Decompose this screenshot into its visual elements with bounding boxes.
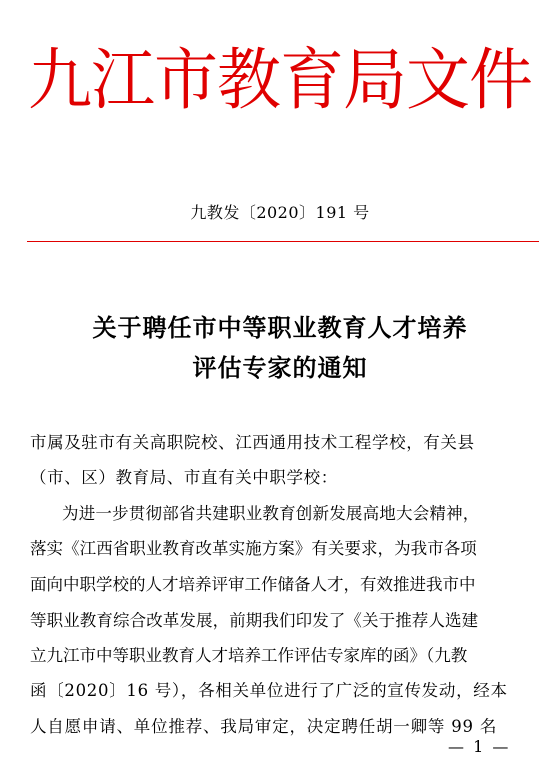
- masthead-title: 九江市教育局文件: [28, 42, 532, 120]
- body-line: 人自愿申请、单位推荐、我局审定，决定聘任胡一卿等 99 名: [30, 717, 498, 736]
- notice-title-line-2: 评估专家的通知: [192, 354, 368, 382]
- document-number: 九教发〔2020〕191 号: [190, 203, 370, 222]
- body-line: 等职业教育综合改革发展，前期我们印发了《关于推荐人选建: [30, 611, 479, 630]
- body-line: 函〔2020〕16 号），各相关单位进行了广泛的宣传发动，经本: [30, 681, 508, 700]
- notice-title-line-1: 关于聘任市中等职业教育人才培养: [92, 314, 468, 342]
- body-line: 市属及驻市有关高职院校、江西通用技术工程学校，有关县: [30, 433, 475, 452]
- page-number: — 1 —: [448, 737, 511, 756]
- body-line: 面向中职学校的人才培养评审工作储备人才，有效推进我市中: [30, 575, 476, 594]
- body-line: 落实《江西省职业教育改革实施方案》有关要求，为我市各项: [30, 539, 477, 558]
- red-divider-line: [27, 241, 539, 242]
- body-line: 为进一步贯彻部省共建职业教育创新发展高地大会精神，: [62, 504, 480, 523]
- body-line: （市、区）教育局、市直有关中职学校：: [30, 468, 338, 487]
- body-line: 立九江市中等职业教育人才培养工作评估专家库的函》（九教: [30, 646, 468, 665]
